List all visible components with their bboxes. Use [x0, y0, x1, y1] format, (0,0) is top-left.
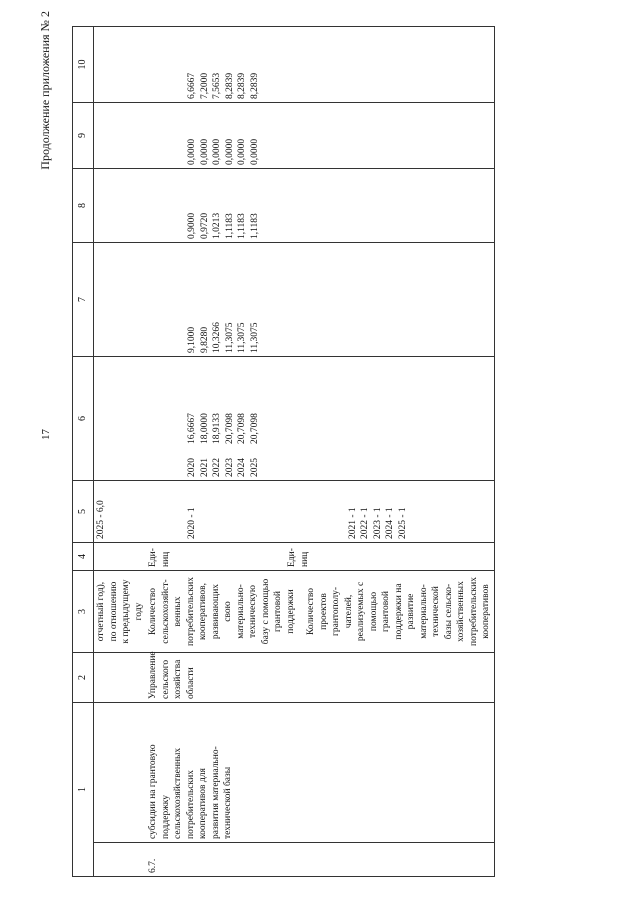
col-header-10: 10 [73, 27, 94, 103]
appendix-title: Продолжение приложения № 2 [38, 11, 52, 170]
col7-values: 16,6667 18,0000 18,9133 20,7098 20,7098 20,7098 [187, 413, 260, 444]
row-indicators: Количество сельскохозяйст- венных потребительских кооперативов, развивающих свою материально- техническую базу с помощью грантовой поддержки Количество проектов грантополу- чателей, реализуемых с помощью грантовой поддержки на развитие материально- технической базы сельско- хозяйственных потребительских кооперативов [146, 571, 494, 653]
years-list: 2020 2021 2022 2023 2024 2025 [187, 458, 260, 477]
table-row [146, 27, 494, 877]
column-number-row [73, 27, 94, 877]
col-header-5: 5 [73, 481, 94, 543]
row-col9: 0,9000 0,9720 1,0213 1,1183 1,1183 1,1183 [146, 169, 494, 243]
carryover-period: 2025 - 6,0 [94, 481, 147, 543]
carryover-indicator: отчетный год), по отношению к предыдущему году [94, 571, 147, 653]
row-units: Еди- ниц Еди- ниц [146, 543, 494, 571]
row-executor: Управление сельского хозяйства области [146, 653, 494, 703]
col-header-1: 1 [73, 703, 94, 877]
row-name: субсидии на грантовую поддержку сельскохозяйственных потребительских кооперативов для развития материально- технической базы [146, 703, 494, 843]
col-header-7: 7 [73, 243, 94, 357]
row-periods: 2020 - 1 2021 - 1 2022 - 1 2023 - 1 2024 - 1 2025 - 1 [146, 481, 494, 543]
row-number: 6.7. [146, 843, 494, 877]
row-col7 [146, 357, 494, 481]
col-header-2: 2 [73, 653, 94, 703]
col-header-9: 9 [73, 103, 94, 169]
appendix-table [72, 26, 495, 877]
row-col11: 6,6667 7,2000 7,5653 8,2839 8,2839 8,2839 [146, 27, 494, 103]
col-header-4: 4 [73, 543, 94, 571]
col-header-3: 3 [73, 571, 94, 653]
page-number: 17 [40, 429, 52, 440]
row-col8: 9,1000 9,8280 10,3266 11,3075 11,3075 11,3075 [146, 243, 494, 357]
col-header-6: 6 [73, 357, 94, 481]
carryover-row [94, 27, 147, 877]
row-col10: 0,0000 0,0000 0,0000 0,0000 0,0000 0,0000 [146, 103, 494, 169]
col-header-8: 8 [73, 169, 94, 243]
